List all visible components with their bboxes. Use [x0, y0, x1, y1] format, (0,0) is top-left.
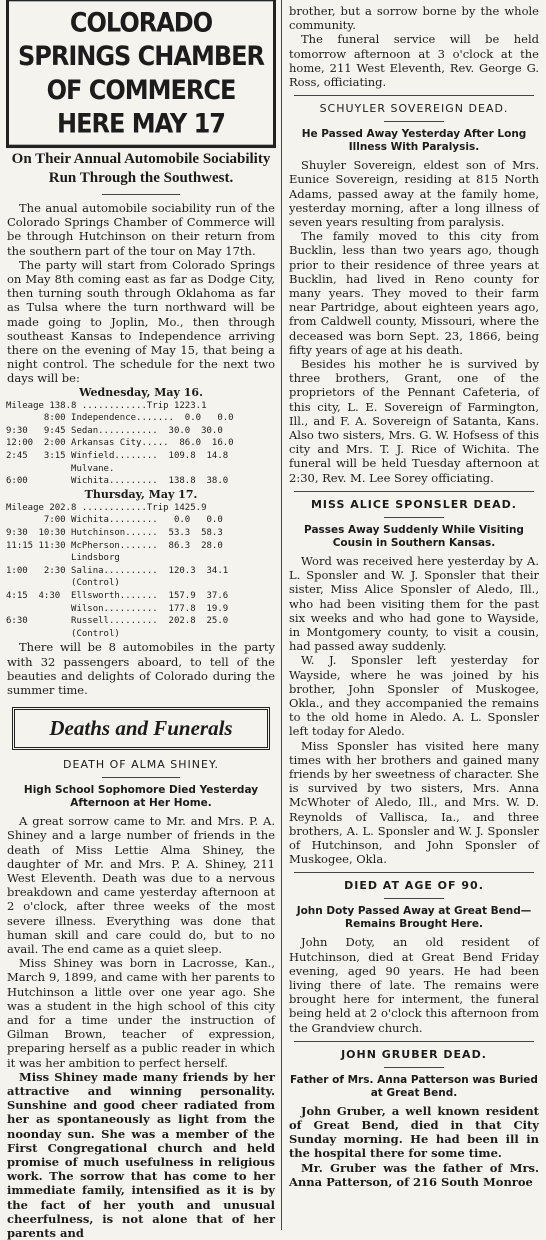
- rule: [294, 872, 534, 873]
- rule: [384, 121, 444, 122]
- article-paragraph: The party will start from Colorado Springs on May 8th coming east as far as Dodge City, then turning south through Oklahoma as far as Tulsa where the turn northward will be made going to Joplin, Mo., then through southeast Kansas to Independence arriving there on the evening of May 15, that being a night control. The schedule for the next two days will be:: [7, 257, 275, 386]
- obituary-title: DEATH OF ALMA SHINEY.: [63, 758, 219, 772]
- article-paragraph: Mr. Gruber was the father of Mrs. Anna Patterson, of 216 South Monroe: [289, 1160, 539, 1189]
- rule: [384, 898, 444, 899]
- schedule-line: 6:00 Wichita......... 138.8 38.0: [6, 476, 229, 487]
- obituary-title: JOHN GRUBER DEAD.: [341, 1047, 487, 1061]
- obituary-subheadline: Passes Away Suddenly While Visiting Cousin in Southern Kansas.: [304, 523, 524, 549]
- left-column: [2, 0, 280, 1240]
- schedule-table: [2, 400, 280, 488]
- schedule-line: Mulvane.: [6, 463, 115, 474]
- obituary-subheadline: Father of Mrs. Anna Patterson was Buried at Great Bend.: [290, 1073, 538, 1099]
- schedule-line: (Control): [6, 578, 120, 589]
- schedule-day-heading: Wednesday, May 16.: [79, 385, 203, 399]
- article-paragraph: The family moved to this city from Bucklin, less than two years ago, though prior to their residence of three years at Bucklin, had lived in Reno county for many years. They moved to their farm near Partridge, about eighteen years ago, from Caldwell county, Missouri, where the deceased was born Sept. 23, 1866, being fifty years of age at his death.: [289, 229, 539, 357]
- article-paragraph: A great sorrow came to Mr. and Mrs. P. A. Shiney and a large number of friends in the death of Miss Lettie Alma Shiney, the daughter of Mr. and Mrs. P. A. Shiney, 211 West Eleventh. Death was due to a nervous breakdown and came yesterday afternoon at 2 o'clock, after three weeks of the most severe illness. Everything was done that human skill and care could do, but to no avail. The end came as a quiet sleep.: [7, 814, 275, 956]
- obituary-subheadline: John Doty Passed Away at Great Bend—Remains Brought Here.: [296, 905, 532, 931]
- schedule-line: Mileage 138.8 ............Trip 1223.1: [6, 400, 207, 411]
- schedule-line: 4:15 4:30 Ellsworth....... 157.9 37.6: [6, 590, 229, 601]
- article-paragraph: Shuyler Sovereign, eldest son of Mrs. Eunice Sovereign, residing at 815 North Adams, passed away at the family home, yesterday morning, after a long illness of seven years resulting from paralysis.: [289, 158, 539, 230]
- column-divider: [281, 0, 282, 1230]
- rule: [294, 491, 534, 492]
- schedule-line: 9:30 10:30 Hutchinson...... 53.3 58.3: [6, 527, 223, 538]
- rule: [294, 95, 534, 96]
- schedule-line: 2:45 3:15 Winfield........ 109.8 14.8: [6, 451, 229, 462]
- article-subheadline: On Their Annual Automobile Sociability Run Through the Southwest.: [11, 151, 271, 186]
- schedule-line: Mileage 202.8 ............Trip 1425.9: [6, 502, 207, 513]
- rule: [384, 1067, 444, 1068]
- section-header-deaths-and-funerals: Deaths and Funerals: [12, 707, 270, 750]
- obituary-title: SCHUYLER SOVEREIGN DEAD.: [319, 102, 509, 116]
- article-paragraph: Miss Shiney was born in Lacrosse, Kan., March 9, 1899, and came with her parents to Hutchinson a little over one year ago. She was a student in the high school of this city and for a time under the instruction of Gilman Brown, teacher of expression, preparing herself as a public reader in which it was her ambition to perfect herself.: [7, 956, 275, 1070]
- obituary-title: MISS ALICE SPONSLER DEAD.: [310, 497, 517, 511]
- obituary-subheadline: He Passed Away Yesterday After Long Illness With Paralysis.: [301, 128, 527, 154]
- article-banner-headline: COLORADO SPRINGS CHAMBER OF COMMERCE HERE MAY 17: [6, 0, 276, 148]
- schedule-line: (Control): [6, 628, 120, 639]
- rule: [384, 517, 444, 518]
- article-paragraph: There will be 8 automobiles in the party with 32 passengers aboard, to tell of the beauties and delights of Colorado during the summer time.: [7, 640, 275, 697]
- schedule-line: 7:00 Wichita......... 0.0 0.0: [6, 515, 223, 526]
- schedule-line: 1:00 2:30 Salina.......... 120.3 34.1: [6, 565, 229, 576]
- article-paragraph: Miss Sponsler has visited here many times with her brothers and gained many friends by her sweetness of character. She is survived by two sisters, Mrs. Anna McWhoter of Aledo, Ill., and Mrs. W. D. Reynolds of Vallisca, Ia., and three brothers, A. L. Sponsler and W. J. Sponsler of Hutchinson, and John Sponsler of Muskogee, Okla.: [289, 738, 539, 867]
- article-paragraph: W. J. Sponsler left yesterday for Wayside, where he was joined by his brother, John Sponsler of Muskogee, Okla., and they accompanied the remains to the old home in Aledo. A. L. Sponsler left today for Aledo.: [289, 653, 539, 739]
- rule: [102, 194, 180, 195]
- article-paragraph: Besides his mother he is survived by three brothers, Grant, one of the proprietors of the Pennant Cafeteria, of this city, L. E. Sovereign of Farmington, Ill., and F. A. Sovereign of Satanta, Kans. Also two sisters, Mrs. G. W. Hofsess of this city and Mrs. T. J. Rice of Wichita. The funeral will be held Tuesday afternoon at 2:30, Rev. M. Lee Sorey officiating.: [289, 357, 539, 485]
- schedule-line: Wilson.......... 177.8 19.9: [6, 603, 229, 614]
- article-paragraph: The funeral service will be held tomorrow afternoon at 3 o'clock at the home, 211 West Eleventh, Rev. George G. Ross, officiating.: [289, 32, 539, 90]
- article-paragraph: Word was received here yesterday by A. L. Sponsler and W. J. Sponsler that their sister, Miss Alice Sponsler of Aledo, Ill., who had been visiting them for the past six weeks and who had gone to Wayside, in Montgomery county, to visit a cousin, had passed away suddenly.: [289, 553, 539, 654]
- schedule-line: 8:00 Independence....... 0.0 0.0: [6, 413, 234, 424]
- article-paragraph: brother, but a sorrow borne by the whole community.: [289, 4, 539, 33]
- schedule-line: Lindsborg: [6, 553, 120, 564]
- schedule-line: 9:30 9:45 Sedan........... 30.0 30.0: [6, 425, 223, 436]
- article-paragraph: John Gruber, a well known resident of Great Bend, died in that City Sunday morning. He had been ill in the hospital there for some time.: [289, 1103, 539, 1161]
- rule: [102, 777, 180, 778]
- article-paragraph: Miss Shiney made many friends by her attractive and winning personality. Sunshine and good cheer radiated from her as spontaneously as light from the noonday sun. She was a member of the First Congregational church and held promise of much usefulness in religious work. The sorrow that has come to her immediate family, intensified as it is by the fact of her youth and unusual cheerfulness, is not alone that of her parents and: [7, 1069, 275, 1240]
- schedule-line: 11:15 11:30 McPherson....... 86.3 28.0: [6, 540, 223, 551]
- rule: [294, 1041, 534, 1042]
- schedule-line: 6:30 Russell......... 202.8 25.0: [6, 616, 229, 627]
- right-column: [284, 0, 544, 1230]
- schedule-table: [2, 502, 280, 641]
- article-paragraph: The anual automobile sociability run of the Colorado Springs Chamber of Commerce will be through Hutchinson on their return from the southern part of the tour on May 17th.: [7, 201, 275, 258]
- obituary-title: DIED AT AGE OF 90.: [344, 879, 484, 893]
- schedule-line: 12:00 2:00 Arkansas City..... 86.0 16.0: [6, 438, 234, 449]
- schedule-day-heading: Thursday, May 17.: [84, 487, 198, 501]
- article-paragraph: John Doty, an old resident of Hutchinson, died at Great Bend Friday evening, aged 90 years. He had been living there of late. The remains were brought here for interment, the funeral being held at 2 o'clock this afternoon from the Grandview church.: [289, 935, 539, 1035]
- obituary-subheadline: High School Sophomore Died Yesterday Afternoon at Her Home.: [23, 784, 259, 810]
